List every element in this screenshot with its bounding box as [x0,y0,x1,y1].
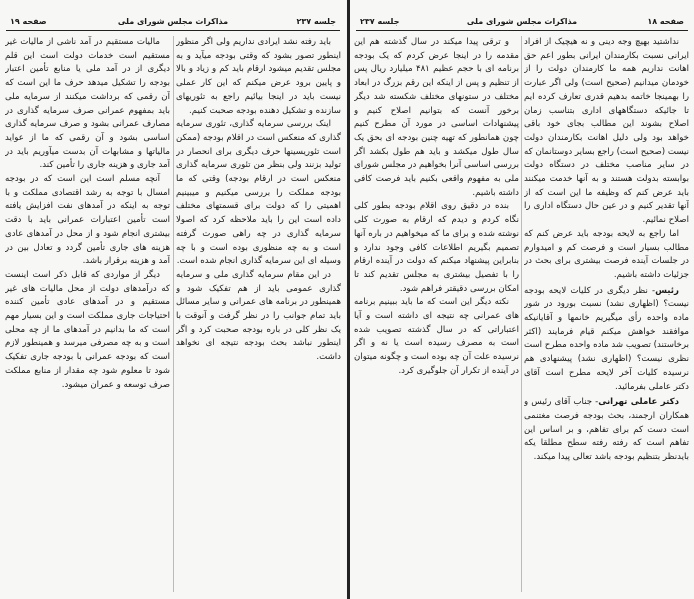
paragraph: اینک بررسی سرمایه گذاری، تئوری سرمایه گذاری که منعکس است در اقلام بودجه (ممکن است تئوریسینها حرف دیگری برای انحصار در تولید بزنند ولی بنظر من تئوری سرمایه گذاری منعکس است در ارقام بودجه) وقتی که ما بودجه مملکت را بررسی میکنیم و میبینیم اهمیتی را که دولت برای قسمتهای مختلف داده است این را باید ملاحظه کرد که اصولا سرمایه گذاری در چه راهی صورت گرفته است و به چه منظوری بوده است و با چه وسیله ای این سرمایه گذاری انجام شده است. [176,119,341,267]
speaker-name: دکتر عاملی تهرانی [598,397,679,408]
session-number: جلسه ۲۳۷ [360,17,400,26]
column-divider [521,36,522,592]
page-header [356,16,688,31]
speech-text: - جناب آقای رئیس و همکاران ارجمند، بحث بودجه فرصت مغتنمی است دست کم برای تفاهم، و بر اساس این تفاهم است که رفته رفته سطح مطلقا یکه بایدنظر بتنظیم بودجه باشد تعالی پیدا میکند. [524,397,689,463]
speech [524,285,689,395]
page-number: صفحه ۱۹ [10,17,47,26]
session-number: جلسه ۲۳۷ [296,17,336,26]
text-column-right [176,36,341,592]
paragraph: باید رفته نشد ایرادی نداریم ولی اگر منظور اینطور تصور بشود که وقتی بودجه میآید و به مجلس تقدیم میشود ارقام باید کم و زیاد و بالا و پایین برود عرض میکنم که این کار عملی نیست باید در اینجا بیائیم راجع به تئوریهای سازنده و تشکیل دهنده بودجه صحبت کنیم. [176,37,341,116]
speech-text: - نظر دیگری در کلیات لایحه بودجه نیست؟ (اظهاری نشد) نسبت بورود در شور ماده واحده رأی میگیریم خانمها و آقایانیکه موافقند خواهش میکنم قیام فرمایند (اکثر برخاستند) تصویب شد ماده واحده مطرح است نظری نیست؟ (اظهاری نشد) پیشنهادی هم نرسیده کلیات آخر لایحه مطرح است آقای دکتر عاملی بفرمائید. [524,285,689,392]
running-title: مذاکرات مجلس شورای ملی [117,17,229,26]
paragraph: آنچه مسلم است این است که در بودجه امسال با توجه به رشد اقتصادی مملکت و با توجه به اینکه در آمدهای نفت افزایش یافته است تأمین اعتبارات عمرانی باید با دقت بیشتری انجام شود و از محل در آمدهای عادی هزینه های جاری تأمین گردد و تعادل بین در آمد و هزینه برقرار باشد. [5,174,170,267]
left-page [0,0,346,599]
right-page [347,0,694,599]
paragraph: نداشتید بهیچ وجه دینی و نه هیچیک از افراد ایرانی نسبت بکارمندان ایرانی بطور اعم حق اهانت نداریم همه ما کارمندان دولت را از خودمان میدانیم (صحیح است) ولی اگر عبارت را بهمینجا خاتمه بدهیم قدری تعارف کرده ایم تا جائیکه دستگاههای اداری بتناسب زمان اصلاح بشوند این مطالب بجای خود باقی خواهد بود ولی دلیل اهانت بکارمندان دولت نیست (صحیح است) راجع بسایر دوستانمان که در سایر مناصب مختلف در دستگاه دولت بوابسته بدولت هستند و به آنها خدمت میکنند باید عرض کنم که وظیفه ما این است که از آنها تقدیر کنیم و در عین حال دستگاه اداری را اصلاح نمائیم. [524,37,689,226]
running-title: مذاکرات مجلس شورای ملی [466,17,578,26]
page-number: صفحه ۱۸ [647,17,684,26]
paragraph: بنده در دقیق روی اقلام بودجه بطور کلی نگاه کردم و دیدم که ارقام به صورت کلی نوشته شده و برای ما که میخواهیم در باره آنها تصمیم بگیریم اطلاعات کافی وجود ندارد و بنابراین پیشنهاد میکنم که دولت در آینده ارقام را با تفصیل بیشتری به مجلس تقدیم کند تا امکان بررسی دقیقتر فراهم شود. [354,201,519,294]
speaker-name: رئیس [655,285,679,296]
paragraph: نکته دیگر این است که ما باید ببینیم برنامه های عمرانی چه نتیجه ای داشته است و آیا اعتباراتی که در سال گذشته تصویب شده است به مصرف رسیده است یا نه و اگر نرسیده علت آن چه بوده است و چگونه میتوان در آینده از تکرار آن جلوگیری کرد. [354,297,519,376]
paragraph: در این مقام سرمایه گذاری ملی و سرمایه گذاری عمومی باید از هم تفکیک شود و همینطور در برنامه های عمرانی و سایر مسائل باید تمام جوانب را در نظر گرفت و آنوقت با یک نظر کلی در باره بودجه صحبت کرد و اگر اینطور نباشد بحث بودجه نتیجه ای نخواهد داشت. [176,269,341,363]
paragraph: دیگر از مواردی که قابل ذکر است اینست که درآمدهای دولت از محل مالیات های غیر مستقیم و در آمدهای عادی تأمین کننده احتیاجات جاری مملکت است و این بسیار مهم است که ما بدانیم در آمدهای ما از چه محلی است و به چه مصرفی میرسد و همینطور لازم است که بودجه عمرانی با بودجه جاری تفکیک شود تا معلوم شود چه مقدار از منابع مملکت صرف توسعه و عمران میشود. [5,269,170,390]
text-column-left [5,36,170,592]
column-divider [173,36,174,592]
speech [524,396,689,465]
text-column-right [524,36,689,592]
page-header [6,16,340,31]
paragraph: مالیات مستقیم در آمد ناشی از مالیات غیر مستقیم است خدمات دولت است این قلم دیگری از در آمد ملی یا منابع تأمین اعتبار بودجه را تشکیل میدهد حرف ما این است که آن رقمی که برداشت میکنند از سرمایه ملی باید بمفهوم عمرانی صرف سرمایه گذاری در مصارف عمرانی بشود و صرف سرمایه گذاری اساسی بشود و آن رقمی که ما از عواید مالیاتها و مشابهات آن بدست میآوریم باید در آمد جاری و هزینه جاری را تأمین کند. [5,37,170,171]
paragraph: و ترقی پیدا میکند در سال گذشته هم این مقدمه را در اینجا عرض کردم که یک بودجه برنامه ای با حجم عظیم ۴۸۱ میلیارد ریال پس از تنظیم و پس از اینکه این رقم بزرگ در ابعاد مختلف در ستونهای مختلف شکسته شد دیگر برخور آنست که بتوانیم اصلاح کنیم و پیشنهادات اساسی در مورد آن مطرح کنیم چون همانطور که تهیه چنین بودجه ای بحق یک سال طول میکشد و باید هم طول بکشد اگر بررسی اساسی آنرا بخواهیم در مجلس شورای ملی به مفهوم واقعی بکنیم باید فرصت کافی داشته باشیم. [354,37,519,198]
paragraph: اما راجع به لایحه بودجه باید عرض کنم که مطالب بسیار است و فرصت کم و امیدوارم در جلسات آینده فرصت بیشتری برای بحث در جزئیات داشته باشیم. [524,228,689,280]
text-column-left [354,36,519,592]
